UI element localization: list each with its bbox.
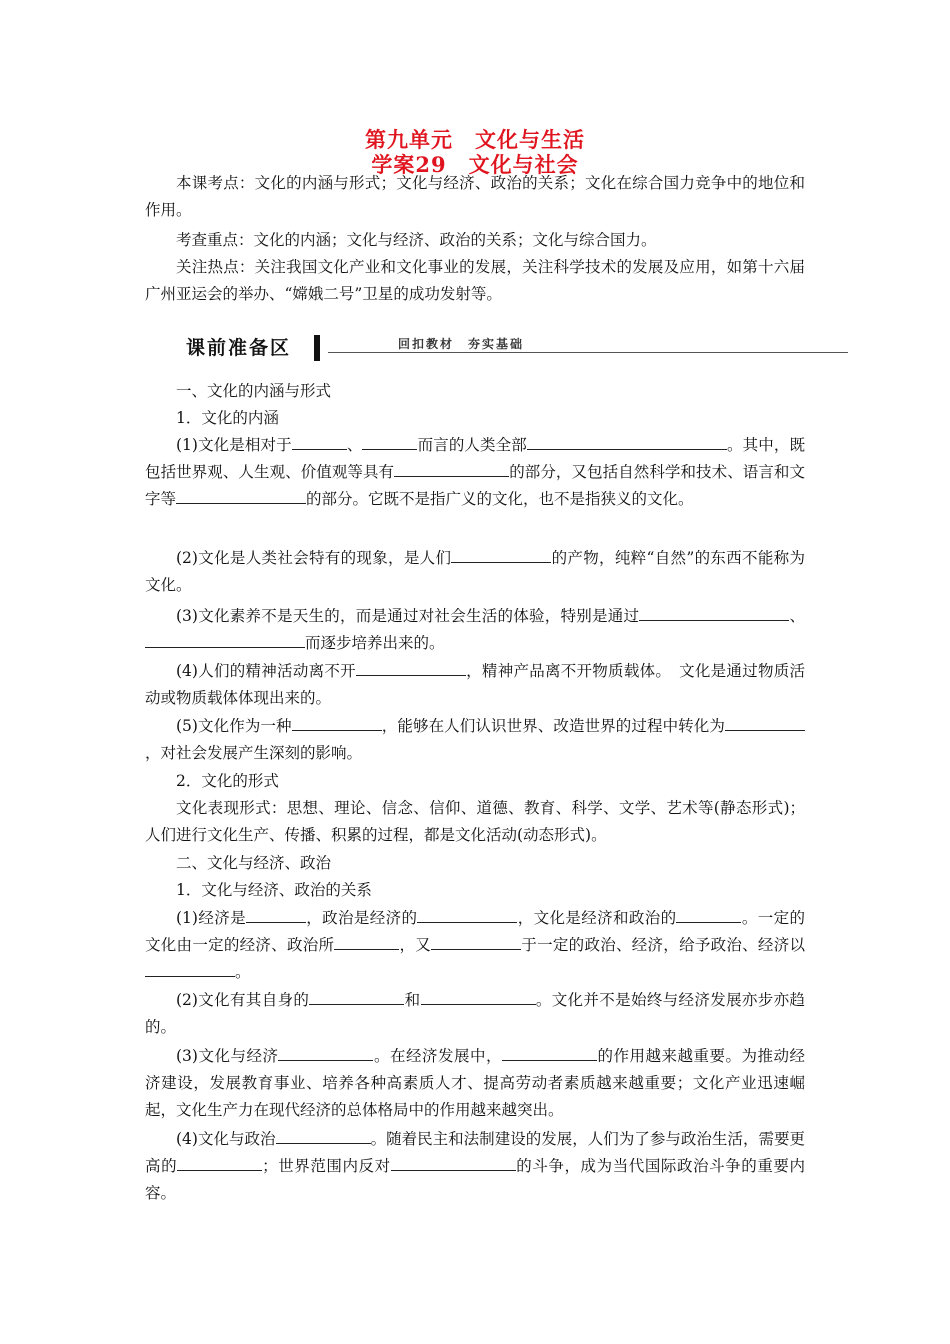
blank[interactable] [725, 714, 805, 731]
blank[interactable] [502, 1044, 597, 1061]
blank[interactable] [362, 433, 417, 450]
s1-heading: 一、文化的内涵与形式 [176, 382, 332, 400]
s1-p4: (4)人们的精神活动离不开 ，精神产品离不开物质载体。 文化是通过物质活动或物质载体体现出来的。 [145, 658, 805, 712]
blank[interactable] [431, 933, 521, 950]
unit-title: 第九单元 文化与生活 [365, 127, 585, 152]
s1-p2: (2)文化是人类社会特有的现象，是人们 的产物，纯粹“自然”的东西不能称为文化。 [145, 545, 805, 599]
s2-p3: (3)文化与经济 。在经济发展中， 的作用越来越重要。为推动经济建设，发展教育事业、培养各种高素质人才、提高劳动者素质越来越重要；文化产业迅速崛起，文化生产力在现代经济的总体格局中的作用越来越突出。 [145, 1043, 805, 1124]
blank[interactable] [676, 906, 741, 923]
banner-bar [314, 335, 320, 361]
blank[interactable] [394, 460, 509, 477]
blank[interactable] [421, 988, 536, 1005]
blank[interactable] [334, 933, 399, 950]
s2-p2: (2)文化有其自身的 和 。文化并不是始终与经济发展亦步亦趋的。 [145, 987, 805, 1041]
lesson-title: 学案29 文化与社会 [371, 152, 579, 177]
blank[interactable] [292, 433, 347, 450]
blank[interactable] [417, 906, 517, 923]
s2-heading: 二、文化与经济、政治 [176, 854, 332, 872]
s2-p1: (1)经济是 ，政治是经济的 ，文化是经济和政治的 。一定的文化由一定的经济、政治所 ，又 于一定的政治、经济，给予政治、经济以。 [145, 905, 805, 986]
blank[interactable] [176, 487, 306, 504]
blank[interactable] [278, 1044, 373, 1061]
blank[interactable] [451, 546, 551, 563]
s2-sub1-heading: 1．文化与经济、政治的关系 [176, 881, 372, 899]
s1-p1: (1)文化是相对于 、 而言的人类全部 。其中，既包括世界观、人生观、价值观等具有 的部分，又包括自然科学和技术、语言和文字等 的部分。它既不是指广义的文化，也不是指狭义的文化。 [145, 432, 805, 513]
intro-redian: 关注热点：关注我国文化产业和文化事业的发展，关注科学技术的发展及应用，如第十六届广州亚运会的举办、“嫦娥二号”卫星的成功发射等。 [145, 258, 805, 303]
s1-sub1-heading: 1．文化的内涵 [176, 409, 279, 427]
blank[interactable] [356, 659, 466, 676]
blank[interactable] [391, 1154, 516, 1171]
s1-p3: (3)文化素养不是天生的，而是通过对社会生活的体验，特别是通过 、而逐步培养出来的。 [145, 603, 805, 657]
blank[interactable] [309, 988, 404, 1005]
intro-zhongdian: 考查重点：文化的内涵；文化与经济、政治的关系；文化与综合国力。 [176, 231, 657, 249]
s1-p5: (5)文化作为一种 ，能够在人们认识世界、改造世界的过程中转化为，对社会发展产生深刻的影响。 [145, 713, 805, 767]
blank[interactable] [177, 1154, 262, 1171]
s2-p4: (4)文化与政治 。随着民主和法制建设的发展，人们为了参与政治生活，需要更高的 ；世界范围内反对 的斗争，成为当代国际政治斗争的重要内容。 [145, 1126, 805, 1207]
banner-subtitle: 回扣教材 夯实基础 [392, 335, 530, 352]
blank[interactable] [527, 433, 727, 450]
s1-form: 文化表现形式：思想、理论、信念、信仰、道德、教育、科学、文学、艺术等(静态形式)；人们进行文化生产、传播、积累的过程，都是文化活动(动态形式)。 [145, 799, 805, 844]
blank[interactable] [276, 1127, 371, 1144]
section-banner [180, 333, 848, 363]
intro-kaodian: 本课考点：文化的内涵与形式；文化与经济、政治的关系；文化在综合国力竞争中的地位和作用。 [145, 174, 805, 219]
blank[interactable] [292, 714, 382, 731]
blank[interactable] [639, 604, 789, 621]
banner-label: 课前准备区 [186, 337, 292, 359]
blank[interactable] [246, 906, 306, 923]
blank[interactable] [145, 960, 235, 977]
s1-sub2-heading: 2．文化的形式 [176, 772, 279, 790]
blank[interactable] [145, 631, 305, 648]
banner-rule [328, 352, 848, 353]
